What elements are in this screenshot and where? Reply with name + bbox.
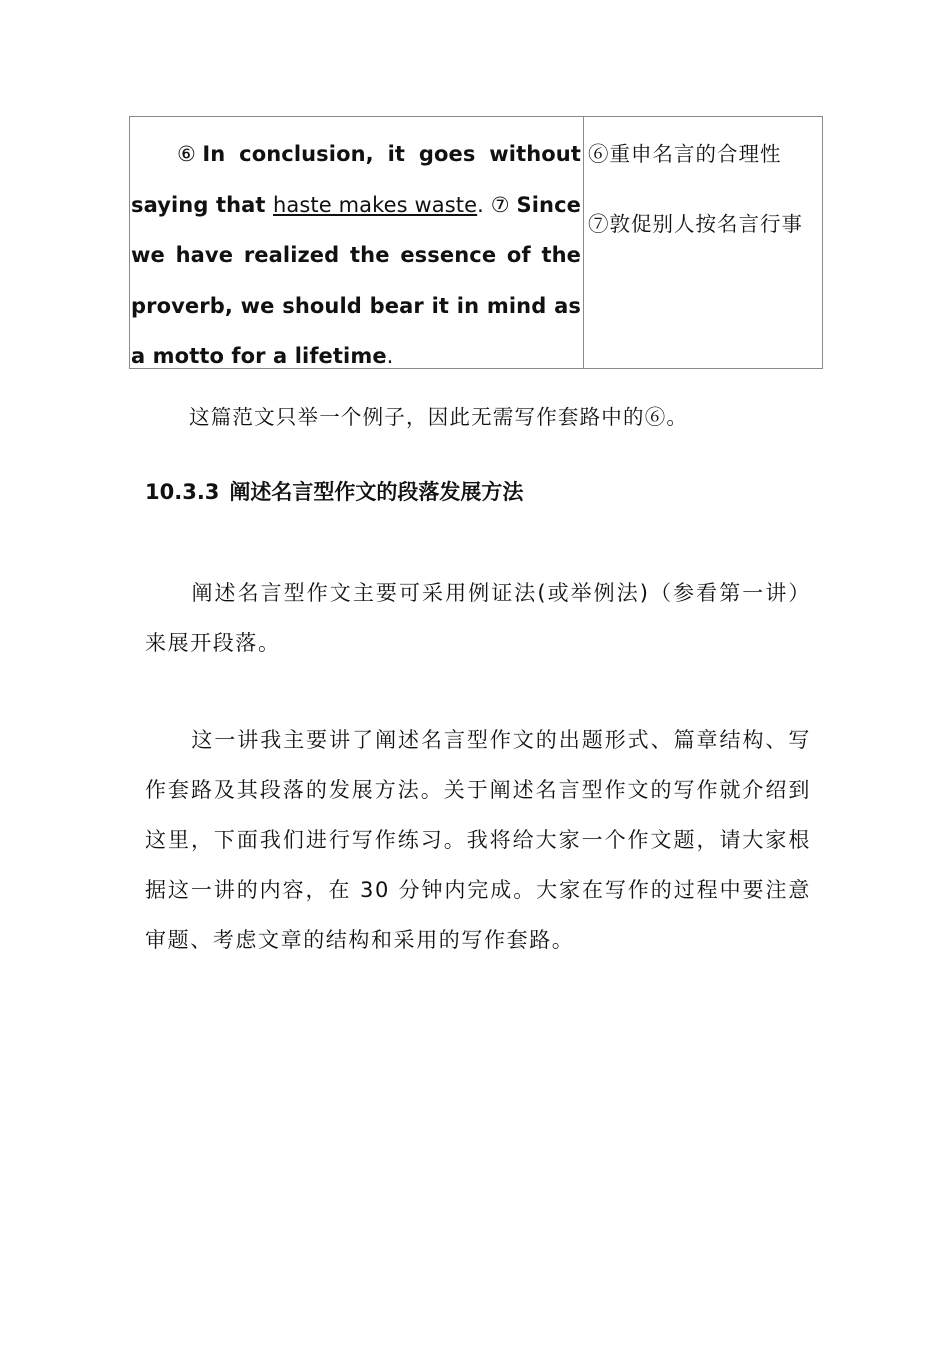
circled-number-7: ⑦ (490, 192, 510, 217)
example-table (129, 116, 823, 369)
proverb-text: haste makes waste (273, 192, 478, 217)
essay-excerpt (131, 129, 581, 382)
annotation-cell (584, 117, 822, 368)
summary-paragraph: 这一讲我主要讲了阐述名言型作文的出题形式、篇章结构、写作套路及其段落的发展方法。关于阐述名言型作文的写作就介绍到这里，下面我们进行写作练习。我将给大家一个作文题，请大家根据这一讲的内容，在 30 分钟内完成。大家在写作的过程中要注意审题、考虑文章的结构和采用的写作套路。 (145, 728, 811, 952)
annotation-7: ⑦敦促别人按名言行事 (588, 212, 803, 236)
final-period: . (386, 344, 394, 368)
motto-sentence: Since we have realized the essence of the proverb, we should bear it in mind as a motto for a lifetime (131, 192, 581, 368)
section-number: 10.3.3 (145, 480, 220, 504)
conclusion-sentence: In conclusion, it goes without saying that (131, 142, 581, 217)
proverb-period: . (477, 192, 491, 217)
note-paragraph: 这篇范文只举一个例子，因此无需写作套路中的⑥。 (189, 405, 689, 429)
section-title: 阐述名言型作文的段落发展方法 (229, 480, 524, 504)
method-paragraph: 阐述名言型作文主要可采用例证法(或举例法)（参看第一讲）来展开段落。 (145, 581, 811, 655)
section-heading (145, 476, 523, 506)
circled-number-6: ⑥ (177, 142, 203, 166)
essay-excerpt-cell (130, 117, 584, 368)
annotation-6: ⑥重申名言的合理性 (588, 142, 782, 166)
